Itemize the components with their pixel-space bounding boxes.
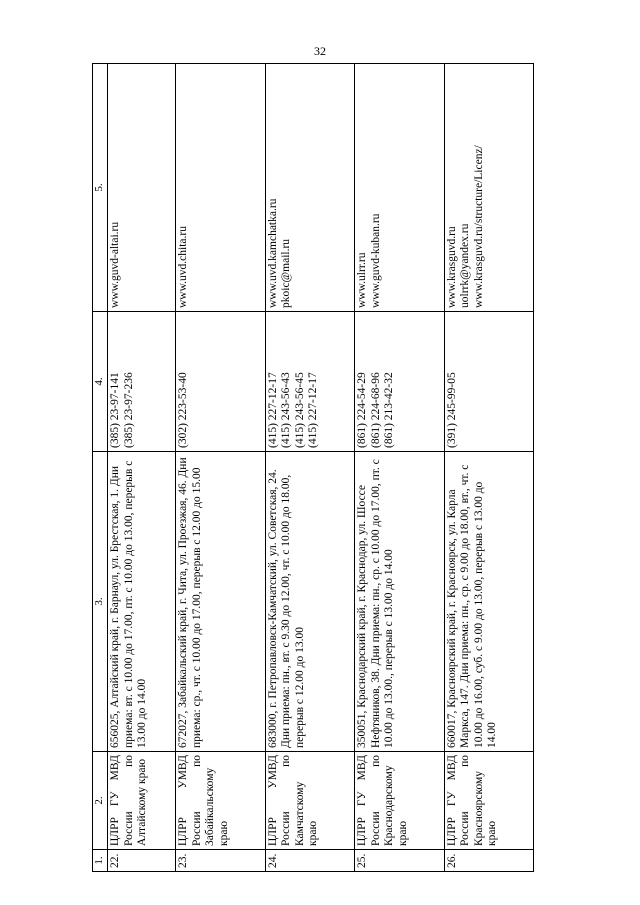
address-schedule: 683000, г. Петропавловск-Камчатский, ул. Советская, 24. Дни приема: пн., вт. с 9.30 до 12.00, чт. с 10.00 до 18.00, перерыв с 12.00 до 13.00 bbox=[265, 452, 354, 752]
phones-cell bbox=[108, 312, 176, 452]
web-cell bbox=[444, 64, 533, 312]
website-link[interactable]: www.uvd.chita.ru bbox=[177, 226, 190, 308]
phone-number: (415) 227-12-17 bbox=[266, 372, 279, 448]
phone-number: (391) 245-99-05 bbox=[445, 372, 458, 448]
phone-number: (415) 227-12-17 bbox=[307, 372, 320, 448]
table-row bbox=[176, 64, 265, 872]
row-number: 25. bbox=[355, 850, 444, 872]
phone-number: (415) 243-56-43 bbox=[280, 372, 293, 448]
phones-cell bbox=[355, 312, 444, 452]
phone-number: (861) 224-54-29 bbox=[356, 372, 369, 448]
phones-cell bbox=[265, 312, 354, 452]
web-cell bbox=[355, 64, 444, 312]
website-link[interactable]: www.guvd-altai.ru bbox=[109, 221, 121, 308]
address-schedule: 350051, Краснодарский край, г. Краснодар, ул. Шоссе Нефтяников, 38. Дни приема: пн., ср. с 10.00 до 17.00, пт. с 10.00 до 13.00., перерыв с 13.00 до 14.00 bbox=[355, 452, 444, 752]
table-row bbox=[355, 64, 444, 872]
header-col-5: 5. bbox=[93, 64, 108, 312]
row-number: 22. bbox=[108, 850, 176, 872]
phone-number: (385) 23-97-141 bbox=[109, 372, 121, 448]
phone-number: (861) 213-42-32 bbox=[383, 372, 396, 448]
web-cell bbox=[265, 64, 354, 312]
organization-name: ЦЛРР ГУ МВД России по Алтайскому краю bbox=[108, 752, 176, 850]
table-row bbox=[265, 64, 354, 872]
phone-number: (861) 224-68-96 bbox=[369, 372, 382, 448]
web-cell bbox=[176, 64, 265, 312]
phone-number: (302) 223-53-40 bbox=[177, 372, 190, 448]
row-number: 23. bbox=[176, 850, 265, 872]
organization-name: ЦЛРР ГУ МВД России по Красноярскому краю bbox=[444, 752, 533, 850]
table-row bbox=[108, 64, 176, 872]
phone-number: (385) 23-97-236 bbox=[122, 372, 135, 448]
organization-name: ЦЛРР УМВД России по Забайкальскому краю bbox=[176, 752, 265, 850]
page-number: 32 bbox=[314, 44, 326, 58]
phones-cell bbox=[176, 312, 265, 452]
licensing-offices-table bbox=[92, 63, 534, 872]
website-link[interactable]: www.krasguvd.ru bbox=[445, 226, 458, 308]
phone-number: (415) 243-56-45 bbox=[293, 372, 306, 448]
organization-name: ЦЛРР ГУ МВД России по Краснодарскому краю bbox=[355, 752, 444, 850]
rotated-table-wrapper bbox=[92, 64, 534, 872]
organization-name: ЦЛРР УМВД России по Камчатскому краю bbox=[265, 752, 354, 850]
row-number: 26. bbox=[444, 850, 533, 872]
phones-cell bbox=[444, 312, 533, 452]
header-col-4: 4. bbox=[93, 312, 108, 452]
row-number: 24. bbox=[265, 850, 354, 872]
address-schedule: 660017, Красноярский край, г. Красноярск, ул. Карла Маркса, 147. Дни приема: пн., ср. с 9.00 до 18.00, вт., чт. с 10.00 до 16.00, суб. с 9.00 до 13.00, перерыв с 13.00 до 14.00 bbox=[444, 452, 533, 752]
header-col-3: 3. bbox=[93, 452, 108, 752]
header-col-2: 2. bbox=[93, 752, 108, 850]
header-col-1: 1. bbox=[93, 850, 108, 872]
website-link[interactable]: www.uvd.kamchatka.ru bbox=[266, 198, 279, 308]
web-cell bbox=[108, 64, 176, 312]
table-row bbox=[444, 64, 533, 872]
website-link[interactable]: www.guvd-kuban.ru bbox=[369, 213, 382, 308]
website-link[interactable]: www.krasguvd.ru/structure/Licenz/ bbox=[472, 145, 485, 308]
website-link[interactable]: www.ulrr.ru bbox=[356, 252, 369, 308]
email-link[interactable]: uolrrk@yandex.ru bbox=[459, 223, 472, 308]
address-schedule: 656025, Алтайский край, г. Барнаул, ул. Брестская, 1. Дни приема: вт. с 10.00 до 17.00, пт. с 10.00 до 13.00, перерыв с 13.00 до 14.00 bbox=[108, 452, 176, 752]
email-link[interactable]: pkoic@mail.ru bbox=[280, 238, 293, 308]
header-row bbox=[93, 64, 108, 872]
address-schedule: 672027, Забайкальский край, г. Чита, ул. Проезжая, 46. Дни приема: ср., чт. с 10.00 до 17.00, перерыв с 12.00 до 15.00 bbox=[176, 452, 265, 752]
